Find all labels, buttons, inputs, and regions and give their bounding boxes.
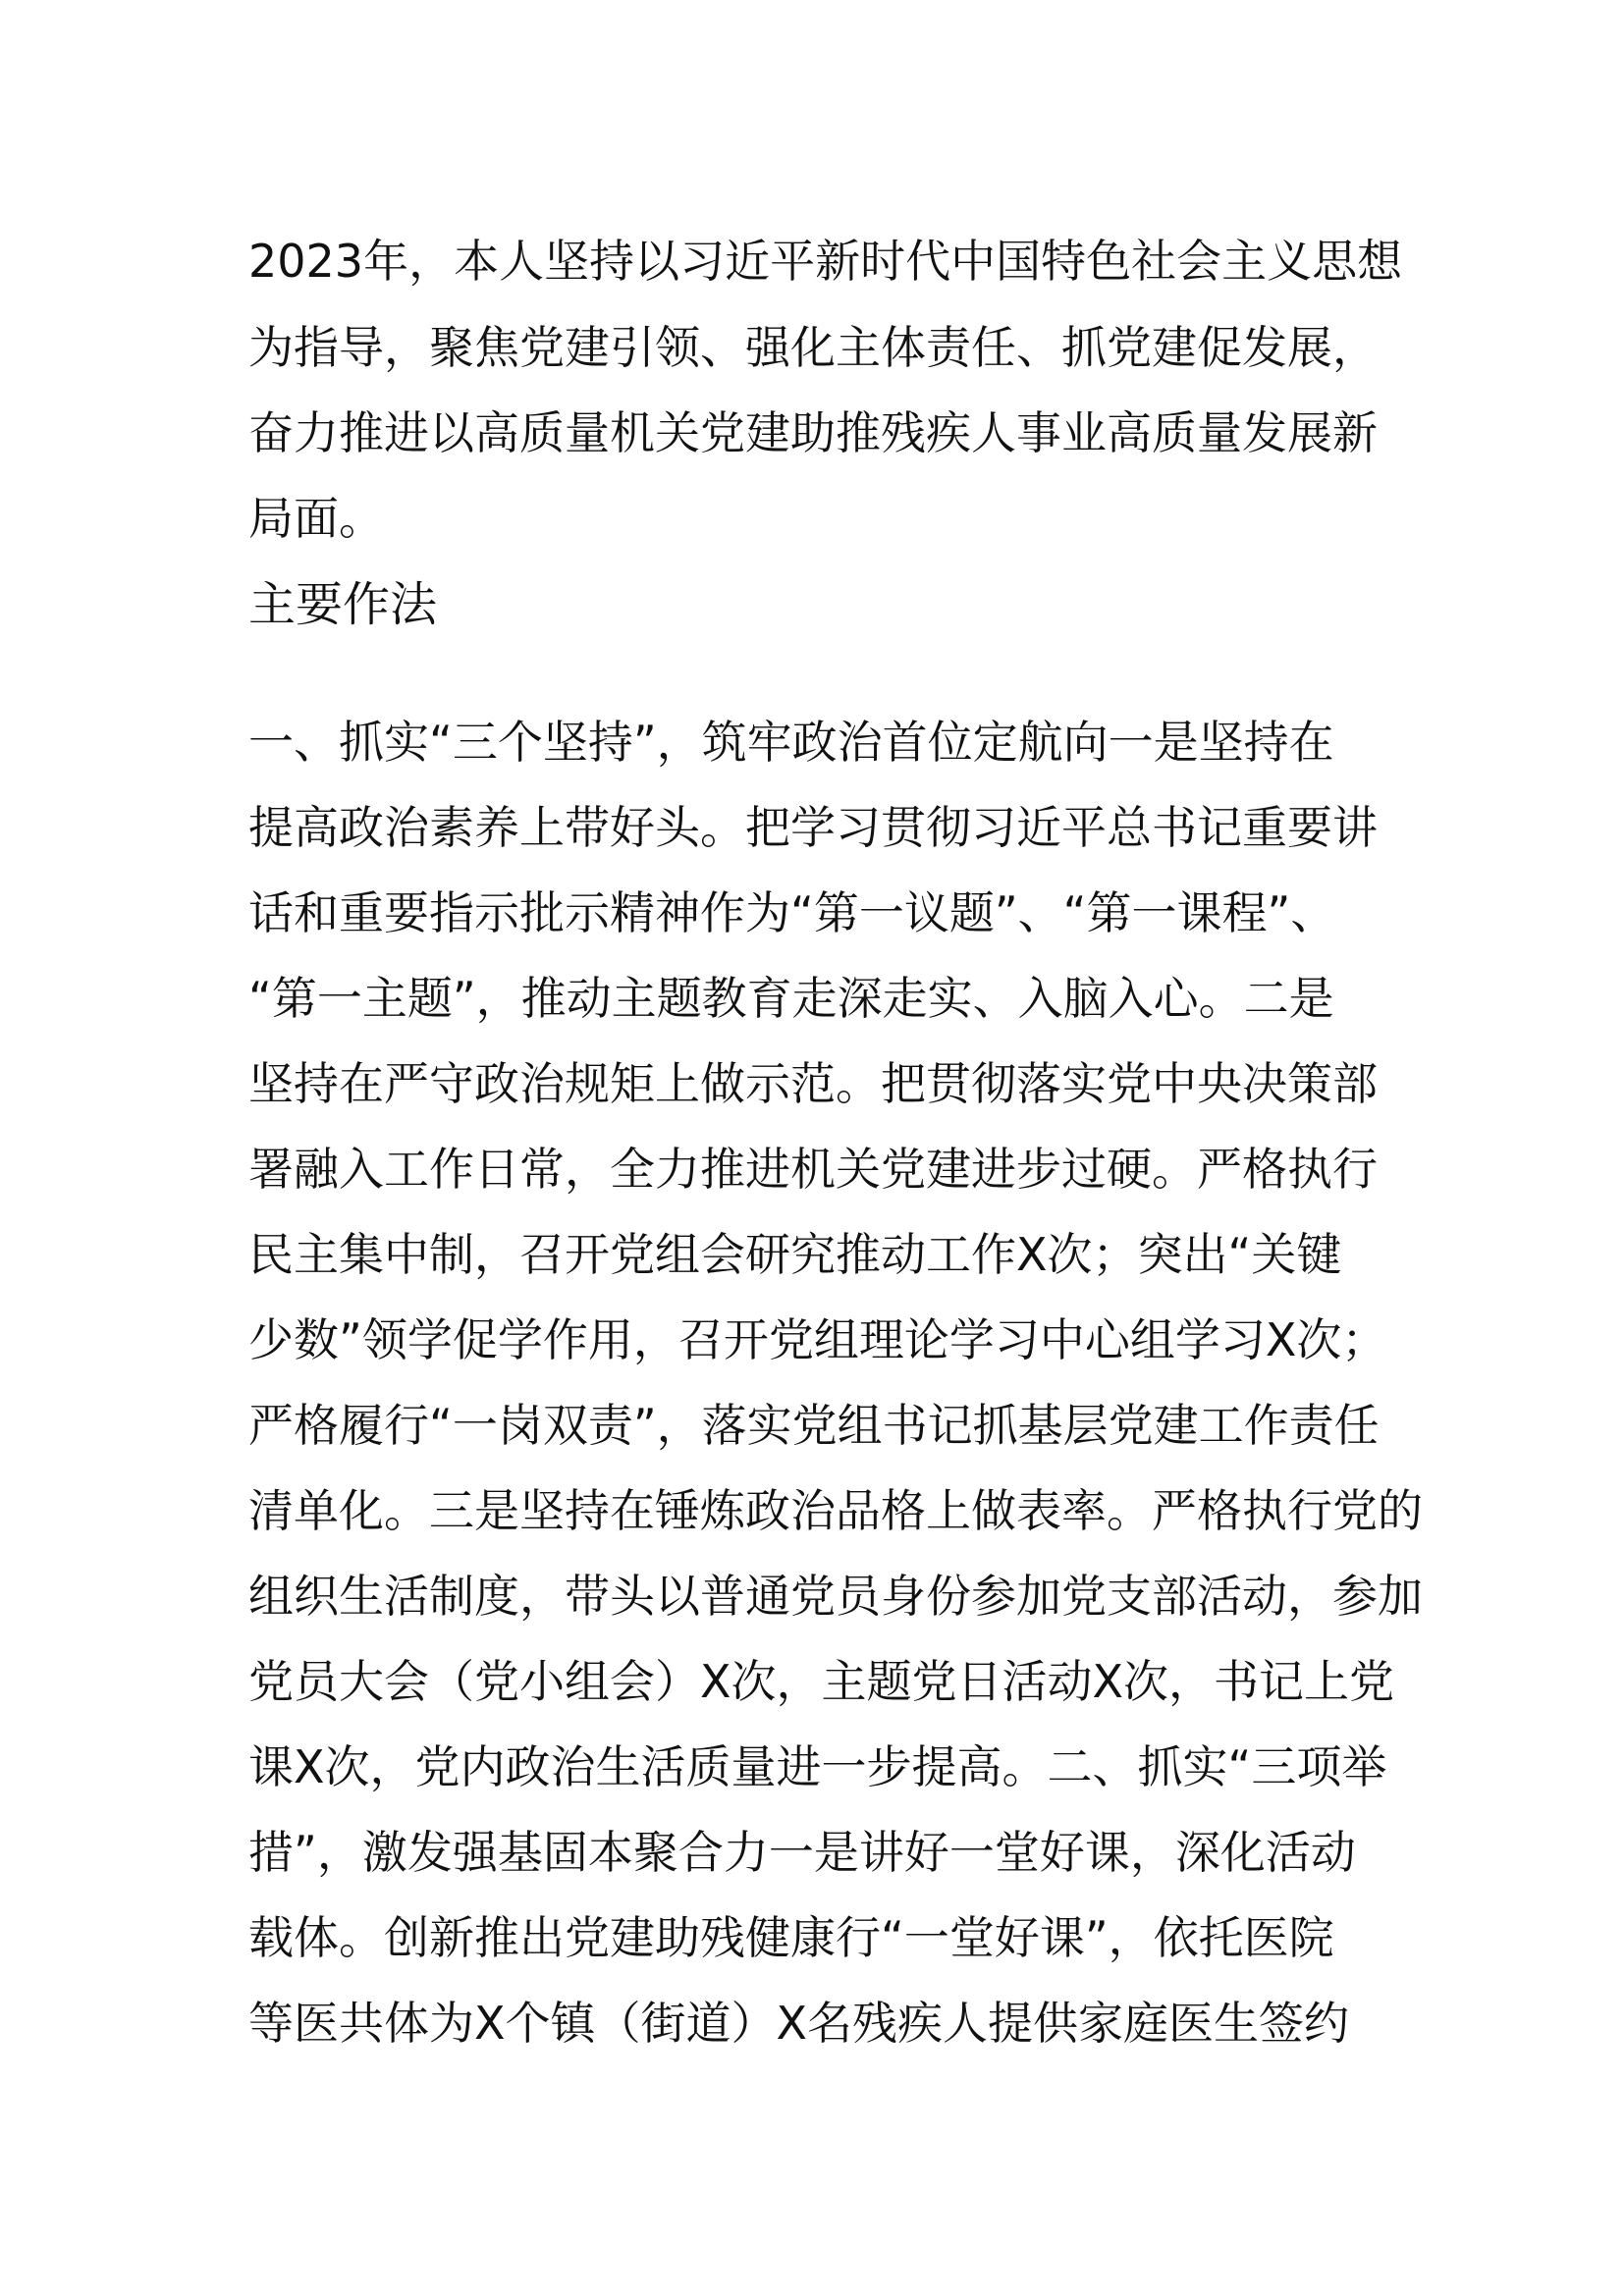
body-line-5: 坚持在严守政治规矩上做示范。把贯彻落实党中央决策部 <box>248 1057 1378 1110</box>
intro-line-2: 为指导，聚焦党建引领、强化主体责任、抓党建促发展， <box>248 321 1378 374</box>
body-line-4: “第一主题”，推动主题教育走深走实、入脑入心。二是 <box>248 972 1334 1025</box>
body-line-14: 措”，激发强基固本聚合力一是讲好一堂好课，深化活动 <box>248 1826 1356 1879</box>
body-line-3: 话和重要指示批示精神作为“第一议题”、“第一课程”、 <box>248 886 1336 939</box>
intro-line-3: 奋力推进以高质量机关党建助推残疾人事业高质量发展新 <box>248 406 1378 459</box>
body-line-2: 提高政治素养上带好头。把学习贯彻习近平总书记重要讲 <box>248 801 1378 854</box>
section-heading: 主要作法 <box>248 577 438 632</box>
body-line-10: 清单化。三是坚持在锤炼政治品格上做表率。严格执行党的 <box>248 1484 1423 1537</box>
body-line-7: 民主集中制，召开党组会研究推动工作X次；突出“关键 <box>248 1228 1342 1281</box>
body-line-1: 一、抓实“三个坚持”，筑牢政治首位定航向一是坚持在 <box>248 716 1334 769</box>
intro-line-1: 2023年，本人坚持以习近平新时代中国特色社会主义思想 <box>248 235 1403 288</box>
body-line-8: 少数”领学促学作用，召开党组理论学习中心组学习X次； <box>248 1313 1387 1366</box>
intro-line-4: 局面。 <box>248 492 384 545</box>
body-line-15: 载体。创新推出党建助残健康行“一堂好课”，依托医院 <box>248 1911 1334 1964</box>
body-line-11: 组织生活制度，带头以普通党员身份参加党支部活动，参加 <box>248 1570 1423 1623</box>
body-line-12: 党员大会（党小组会）X次，主题党日活动X次，书记上党 <box>248 1655 1395 1708</box>
body-line-13: 课X次，党内政治生活质量进一步提高。二、抓实“三项举 <box>248 1740 1387 1793</box>
body-line-6: 署融入工作日常，全力推进机关党建进步过硬。严格执行 <box>248 1143 1378 1196</box>
body-line-16: 等医共体为X个镇（街道）X名残疾人提供家庭医生签约 <box>248 1997 1350 2050</box>
body-line-9: 严格履行“一岗双责”，落实党组书记抓基层党建工作责任 <box>248 1399 1380 1452</box>
